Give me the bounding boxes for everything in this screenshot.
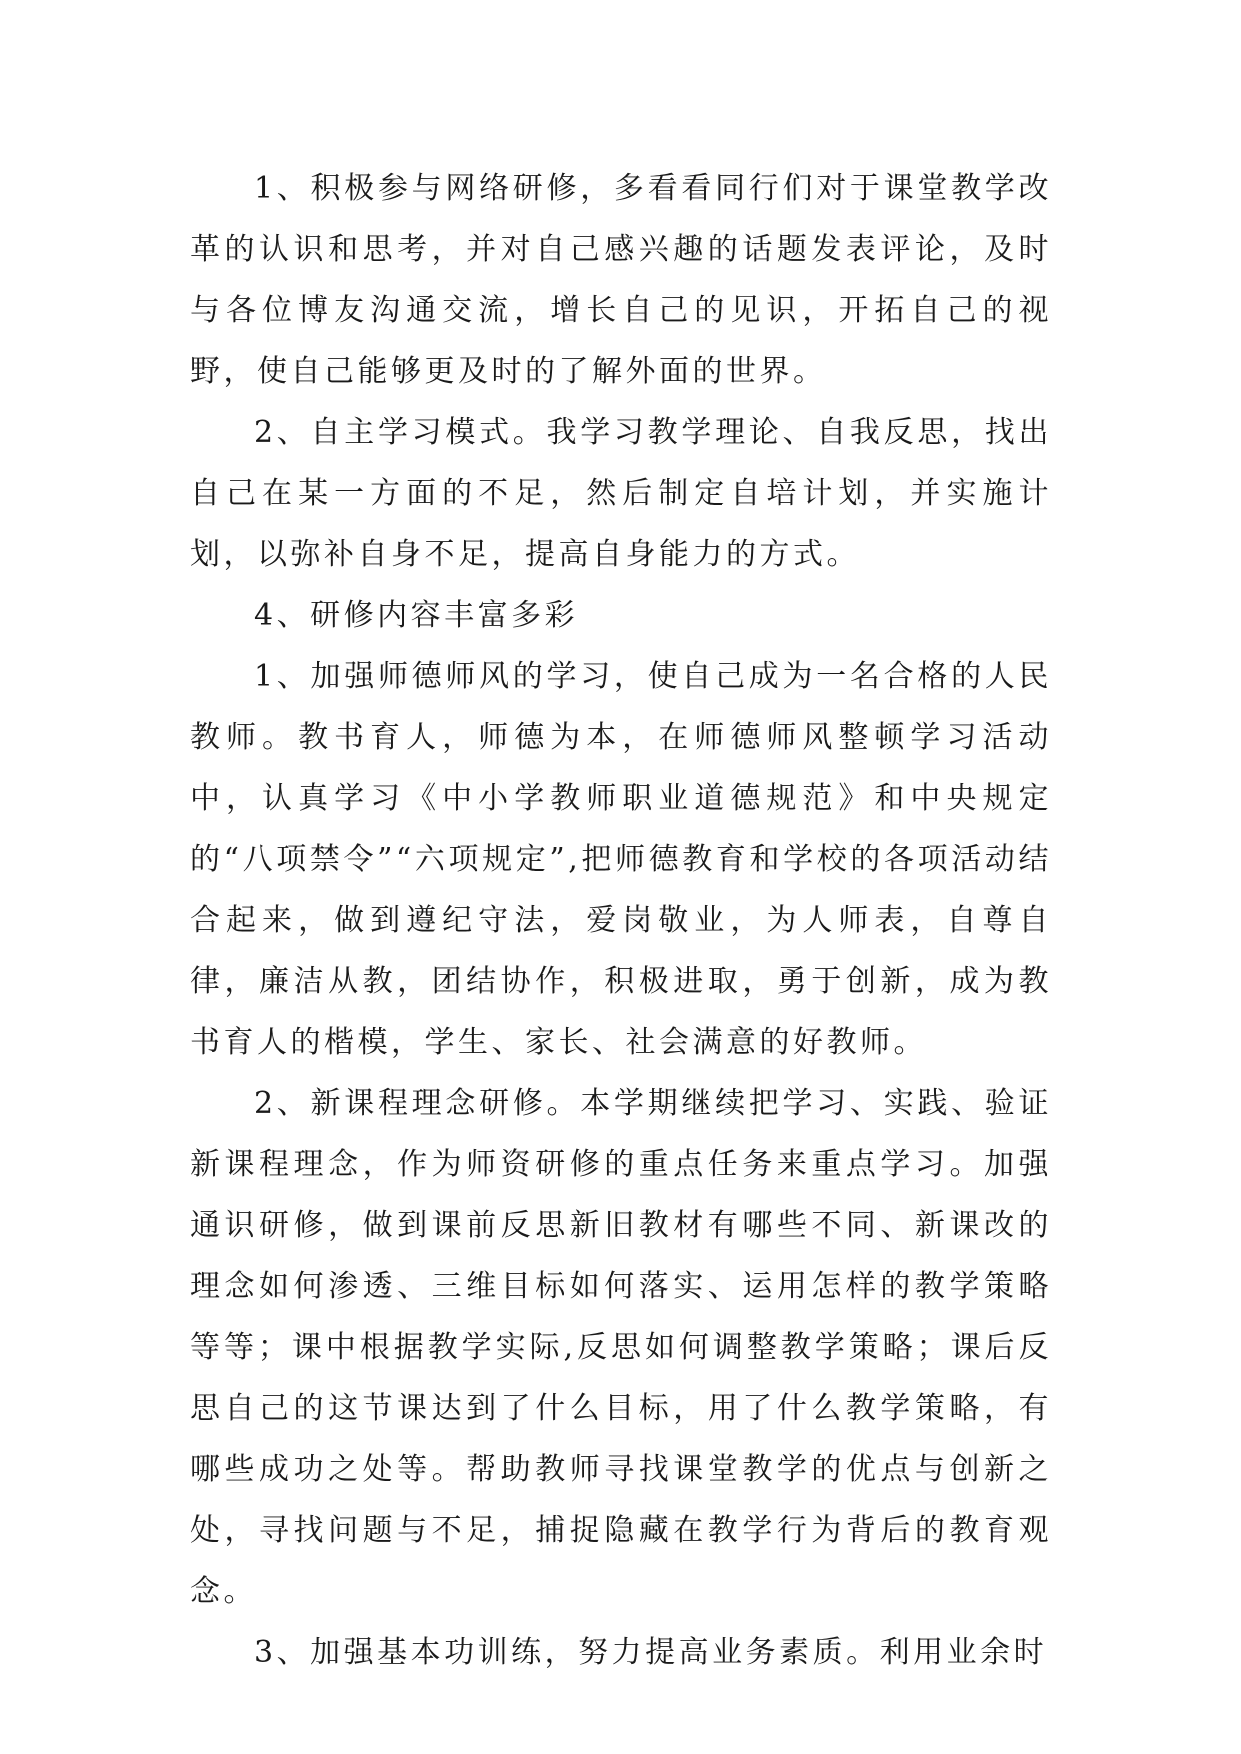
paragraph-section-heading: 4、研修内容丰富多彩	[254, 598, 579, 633]
document-body	[190, 158, 1052, 1683]
paragraph-basic-skills: 3、加强基本功训练，努力提高业务素质。利用业余时	[254, 1635, 1048, 1670]
paragraph-new-curriculum: 2、新课程理念研修。本学期继续把学习、实践、验证新课程理念，作为师资研修的重点任务来重点学习。加强通识研修，做到课前反思新旧教材有哪些不同、新课改的理念如何渗透、三维目标如何落实、运用怎样的教学策略等等；课中根据教学实际,反思如何调整教学策略；课后反思自己的这节课达到了什么目标，用了什么教学策略，有哪些成功之处等。帮助教师寻找课堂教学的优点与创新之处，寻找问题与不足，捕捉隐藏在教学行为背后的教育观念。	[190, 1086, 1052, 1609]
paragraph-network-study: 1、积极参与网络研修，多看看同行们对于课堂教学改革的认识和思考，并对自己感兴趣的话题发表评论，及时与各位博友沟通交流，增长自己的见识，开拓自己的视野，使自己能够更及时的了解外面的世界。	[190, 171, 1052, 389]
paragraph-self-study-mode: 2、自主学习模式。我学习教学理论、自我反思，找出自己在某一方面的不足，然后制定自培计划，并实施计划，以弥补自身不足，提高自身能力的方式。	[190, 415, 1052, 572]
paragraph-teacher-ethics: 1、加强师德师风的学习，使自己成为一名合格的人民教师。教书育人，师德为本，在师德师风整顿学习活动中，认真学习《中小学教师职业道德规范》和中央规定的“八项禁令”“六项规定”,把师德教育和学校的各项活动结合起来，做到遵纪守法，爱岗敬业，为人师表，自尊自律，廉洁从教，团结协作，积极进取，勇于创新，成为教书育人的楷模，学生、家长、社会满意的好教师。	[190, 659, 1052, 1060]
